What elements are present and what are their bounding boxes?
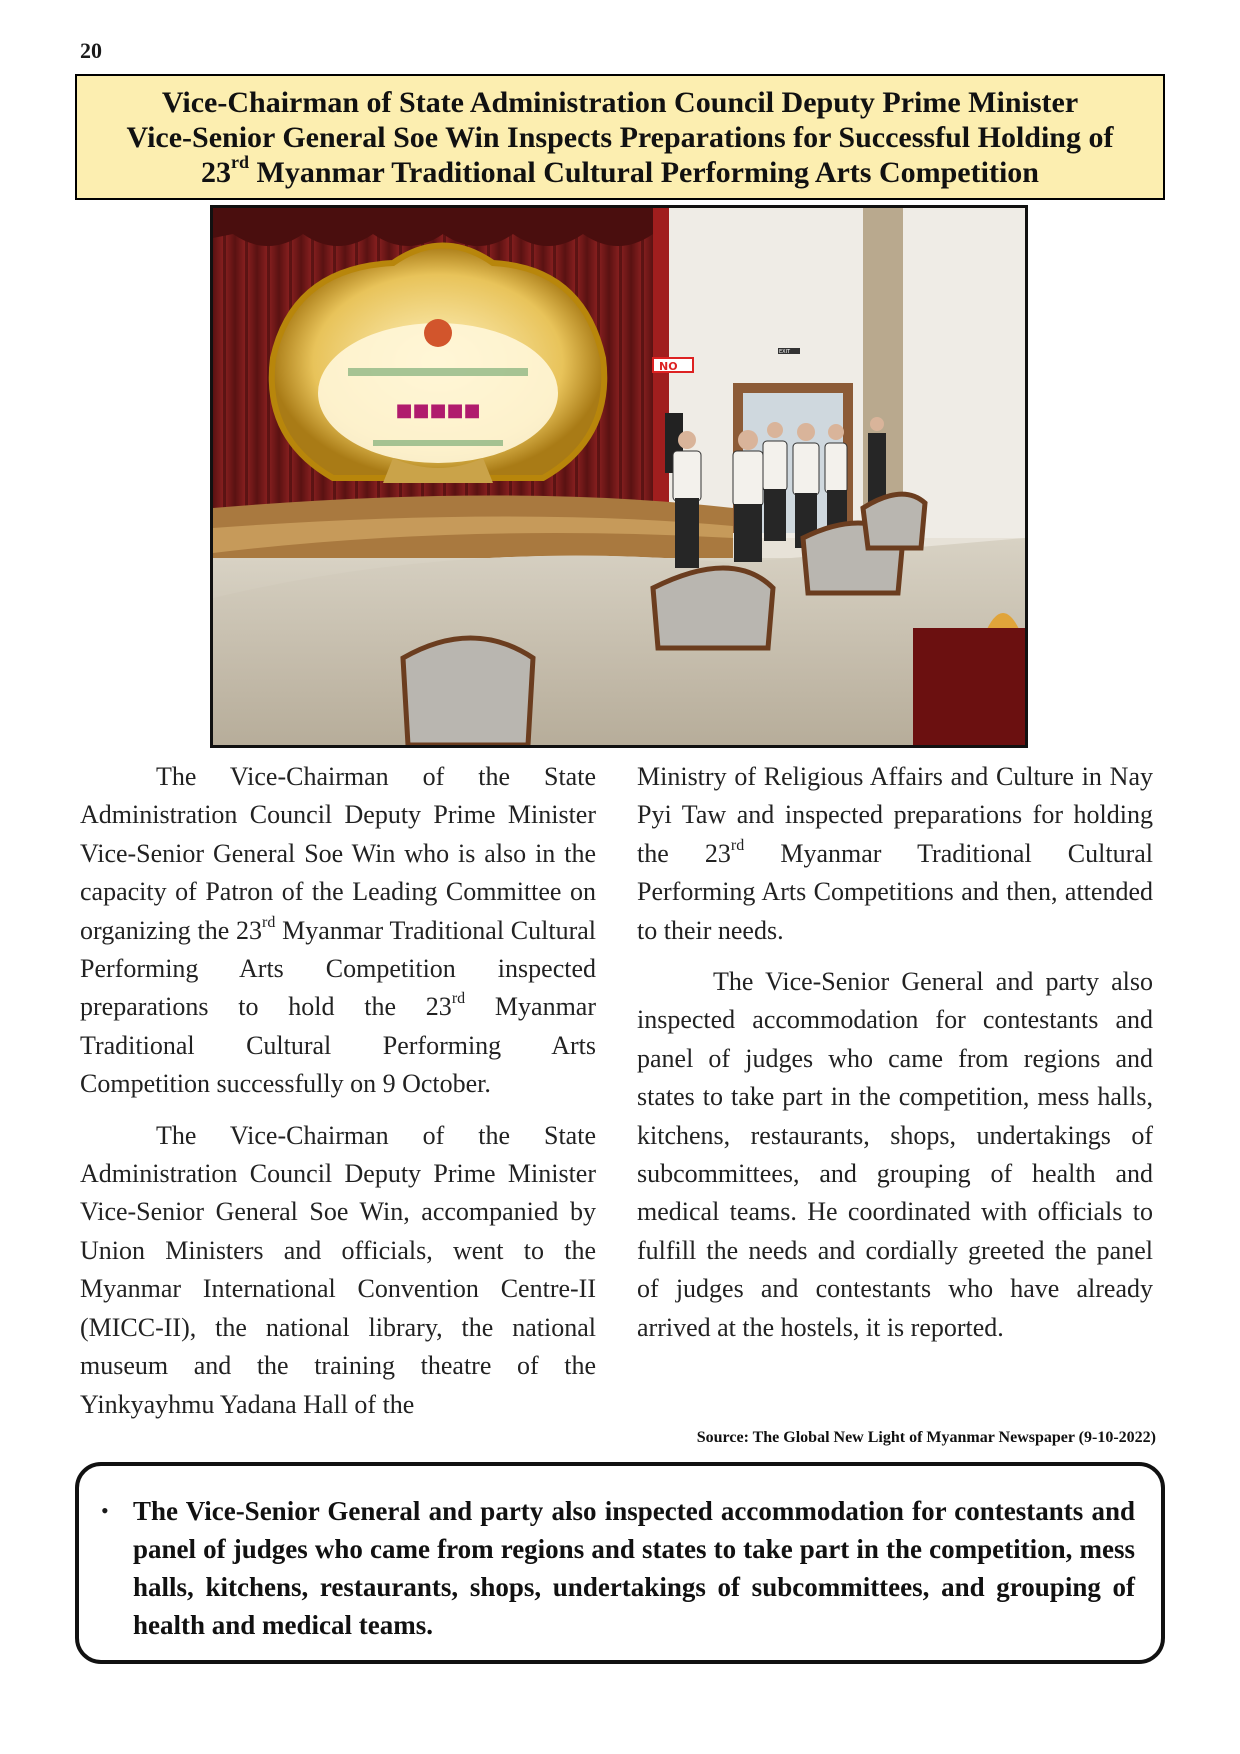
- bullet-icon: •: [101, 1498, 109, 1523]
- article-paragraph-3: The Vice-Senior General and party also inspected accommodation for contestants and panel of judges who came from regions and states to take part in the competition, mess halls, kitchens, restaurants, shops, undertakings of subcommittees, and grouping of health and medical teams. He coordinated with officials to fulfill the needs and cordially greeted the panel of judges and contestants who have already arrived at the hostels, it is reported.: [637, 967, 1153, 1342]
- headline-line-3-text: Myanmar Traditional Cultural Performing Arts Competition: [249, 155, 1039, 189]
- svg-text:■■■■■: ■■■■■: [395, 400, 481, 421]
- photo-stage-inspection: [213, 208, 1025, 745]
- headline-line-2: Vice-Senior General Soe Win Inspects Preparations for Successful Holding of: [126, 120, 1114, 154]
- no-smoking-sign: NO: [659, 360, 678, 373]
- article-text: Myanmar Traditional Cultural Performing Arts Competitions and then, attended to their needs.: [637, 838, 1154, 945]
- news-photo: [210, 205, 1028, 748]
- highlight-item: [101, 1492, 1135, 1644]
- ordinal-suffix: rd: [451, 990, 466, 1008]
- article-paragraph-1: [80, 758, 596, 1104]
- ordinal-suffix: rd: [730, 836, 745, 854]
- article-column-left: [80, 758, 596, 1437]
- article-text: Myanmar Traditional Cultural Performing Arts Competition inspected preparations to hold the 23: [80, 915, 597, 1022]
- article-paragraph-2-continued: [637, 758, 1153, 950]
- headline-ordinal-suffix: rd: [231, 151, 250, 172]
- article-paragraph-2: The Vice-Chairman of the State Administration Council Deputy Prime Minister Vice-Senior General Soe Win, accompanied by Union Ministers and officials, went to the Myanmar International Convention Centre-II (MICC-II), the national library, the national museum and the training theatre of the Yinkyayhmu Yadana Hall of the: [80, 1120, 596, 1419]
- exit-sign: EXIT: [779, 349, 791, 355]
- headline-ordinal: 23: [201, 155, 232, 189]
- article-column-right: [637, 758, 1153, 1360]
- headline-line-3: [201, 151, 1039, 190]
- highlight-text: The Vice-Senior General and party also inspected accommodation for contestants and panel of judges who came from regions and states to take part in the competition, mess halls, kitchens, restaurants, shops, undertakings of subcommittees, and grouping of health and medical teams.: [133, 1496, 1135, 1640]
- page-number: 20: [80, 38, 102, 63]
- article-text: Ministry of Religious Affairs and Culture in Nay Pyi Taw and inspected preparations for holding the 23: [637, 762, 1153, 868]
- article-text: The Vice-Chairman of the State Administration Council Deputy Prime Minister Vice-Senior General Soe Win who is also in the capacity of Patron of the Leading Committee on organizing the 23: [80, 762, 596, 945]
- highlight-box: [75, 1462, 1165, 1664]
- article-text: Myanmar Traditional Cultural Performing Arts Competition successfully on 9 October.: [80, 992, 596, 1099]
- source-credit: Source: The Global New Light of Myanmar Newspaper (9-10-2022): [696, 1429, 1156, 1446]
- ordinal-suffix: rd: [262, 913, 276, 931]
- headline-line-1: Vice-Chairman of State Administration Council Deputy Prime Minister: [161, 85, 1079, 119]
- headline-box: [75, 74, 1165, 200]
